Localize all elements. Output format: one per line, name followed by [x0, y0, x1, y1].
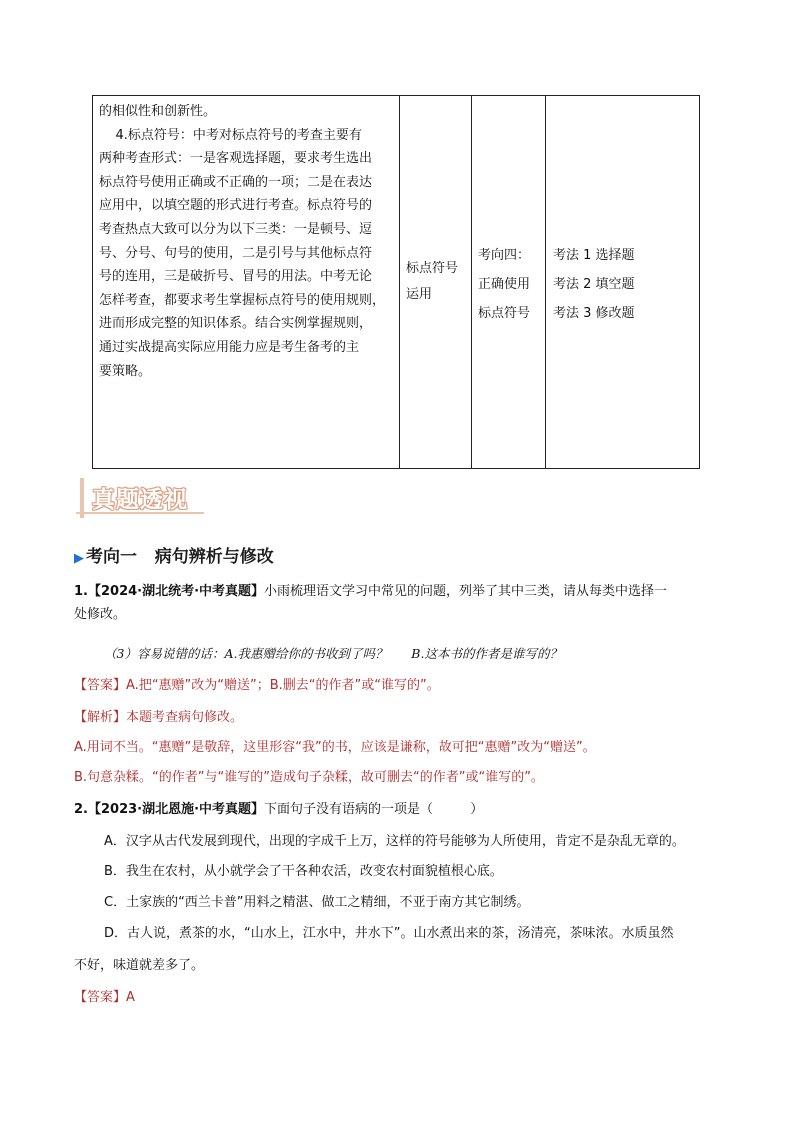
- cell-line: 考向四：: [478, 248, 531, 263]
- question-1-analysis: [74, 708, 243, 728]
- answer-tag: 【答案】: [74, 990, 127, 1005]
- question-1-analysis-b: B.句意杂糅。“的作者”与“谁写的”造成句子杂糅，故可删去“的作者”或“谁写的”。: [74, 770, 544, 785]
- analysis-text: 本题考查病句修改。: [126, 710, 244, 725]
- table-cell-direction: [478, 241, 530, 328]
- answer-tag: 【答案】: [74, 678, 127, 693]
- cell-line: 怎样考查，都要求考生掌握标点符号的使用规则，: [99, 292, 386, 308]
- question-source: 【2024·湖北统考·中考真题】: [87, 584, 265, 599]
- question-2-option-d-cont: 不好，味道就差多了。: [74, 958, 205, 973]
- triangle-bullet-icon: ▶: [74, 551, 84, 566]
- cell-line: 通过实战提高实际应用能力应是考生备考的主: [99, 339, 360, 355]
- cell-line: 4.标点符号：中考对标点符号的考查主要有: [99, 127, 362, 143]
- question-2-option-a: A．汉字从古代发展到现代，出现的字成千上万，这样的符号能够为人所使用，肯定不是杂乱无章的。: [104, 834, 685, 849]
- cell-line: 考查热点大致可以分为以下三类：一是顿号、逗: [99, 221, 373, 237]
- cell-line: 正确使用: [478, 277, 531, 292]
- subheading: [74, 542, 274, 567]
- table-cell-methods: [553, 241, 635, 328]
- section-title: 真题透视: [92, 487, 188, 513]
- analysis-tag: 【解析】: [74, 710, 127, 725]
- question-source: 【2023·湖北恩施·中考真题】: [87, 802, 265, 817]
- question-2-option-b: B．我生在农村，从小就学会了干各种农活，改变农村面貌植根心底。: [104, 864, 503, 879]
- question-2-answer: [74, 988, 135, 1008]
- answer-text: A.把“惠赠”改为“赠送”；B.删去“的作者”或“谁写的”。: [126, 678, 440, 693]
- question-2-option-d: D．古人说，煮茶的水，“山水上，江水中，井水下”。山水煮出来的茶，汤清亮，茶味浓。水质虽然: [104, 926, 674, 941]
- question-1-answer: [74, 676, 440, 696]
- question-text: 小雨梳理语文学习中常见的问题，列举了其中三类，请从每类中选择一: [264, 584, 668, 599]
- cell-line: 应用中，以填空题的形式进行考查。标点符号的: [99, 198, 373, 214]
- cell-line: 考法 3 修改题: [553, 306, 635, 321]
- cell-line: 运用: [406, 287, 433, 302]
- question-text: 下面句子没有语病的一项是（ ）: [264, 802, 484, 817]
- cell-line: 考法 1 选择题: [553, 248, 635, 263]
- table-divider: [399, 96, 400, 468]
- subheading-text: 考向一 病句辨析与修改: [86, 547, 274, 567]
- cell-line: 号的连用，三是破折号、冒号的用法。中考无论: [99, 269, 373, 285]
- question-2-stem: [74, 800, 483, 820]
- question-2-option-c: C．土家族的“西兰卡普”用料之精湛、做工之精细，不亚于南方其它制绣。: [104, 895, 530, 910]
- cell-line: 标点符号使用正确或不正确的一项；二是在表达: [99, 174, 373, 190]
- cell-line: 考法 2 填空题: [553, 277, 635, 292]
- question-number: 2.: [74, 802, 88, 817]
- cell-line: 号、分号、句号的使用，二是引号与其他标点符: [99, 245, 373, 261]
- cell-line: 标点符号: [406, 261, 459, 276]
- table-cell-topic: [406, 256, 458, 308]
- table-divider: [471, 96, 472, 468]
- cell-line: 要策略。: [99, 363, 152, 379]
- question-1-analysis-a: A.用词不当。“惠赠”是敬辞，这里形容“我”的书，应该是谦称，故可把“惠赠”改为“赠送”。: [74, 740, 596, 755]
- question-1-subitem: （3）容易说错的话：A.我惠赠给你的书收到了吗？ B.这本书的作者是谁写的？: [104, 646, 562, 661]
- answer-text: A: [126, 990, 135, 1005]
- question-1-stem-cont: 处修改。: [74, 607, 127, 622]
- cell-line: 标点符号: [478, 306, 531, 321]
- cell-line: 进而形成完整的知识体系。结合实例掌握规则，: [99, 316, 373, 332]
- cell-line: 两种考查形式：一是客观选择题，要求考生选出: [99, 151, 373, 167]
- table-divider: [545, 96, 546, 468]
- cell-line: 的相似性和创新性。: [99, 104, 217, 119]
- question-1-stem: [74, 582, 667, 602]
- knowledge-table: [92, 95, 700, 469]
- question-number: 1.: [74, 584, 88, 599]
- table-cell-description: [99, 100, 385, 383]
